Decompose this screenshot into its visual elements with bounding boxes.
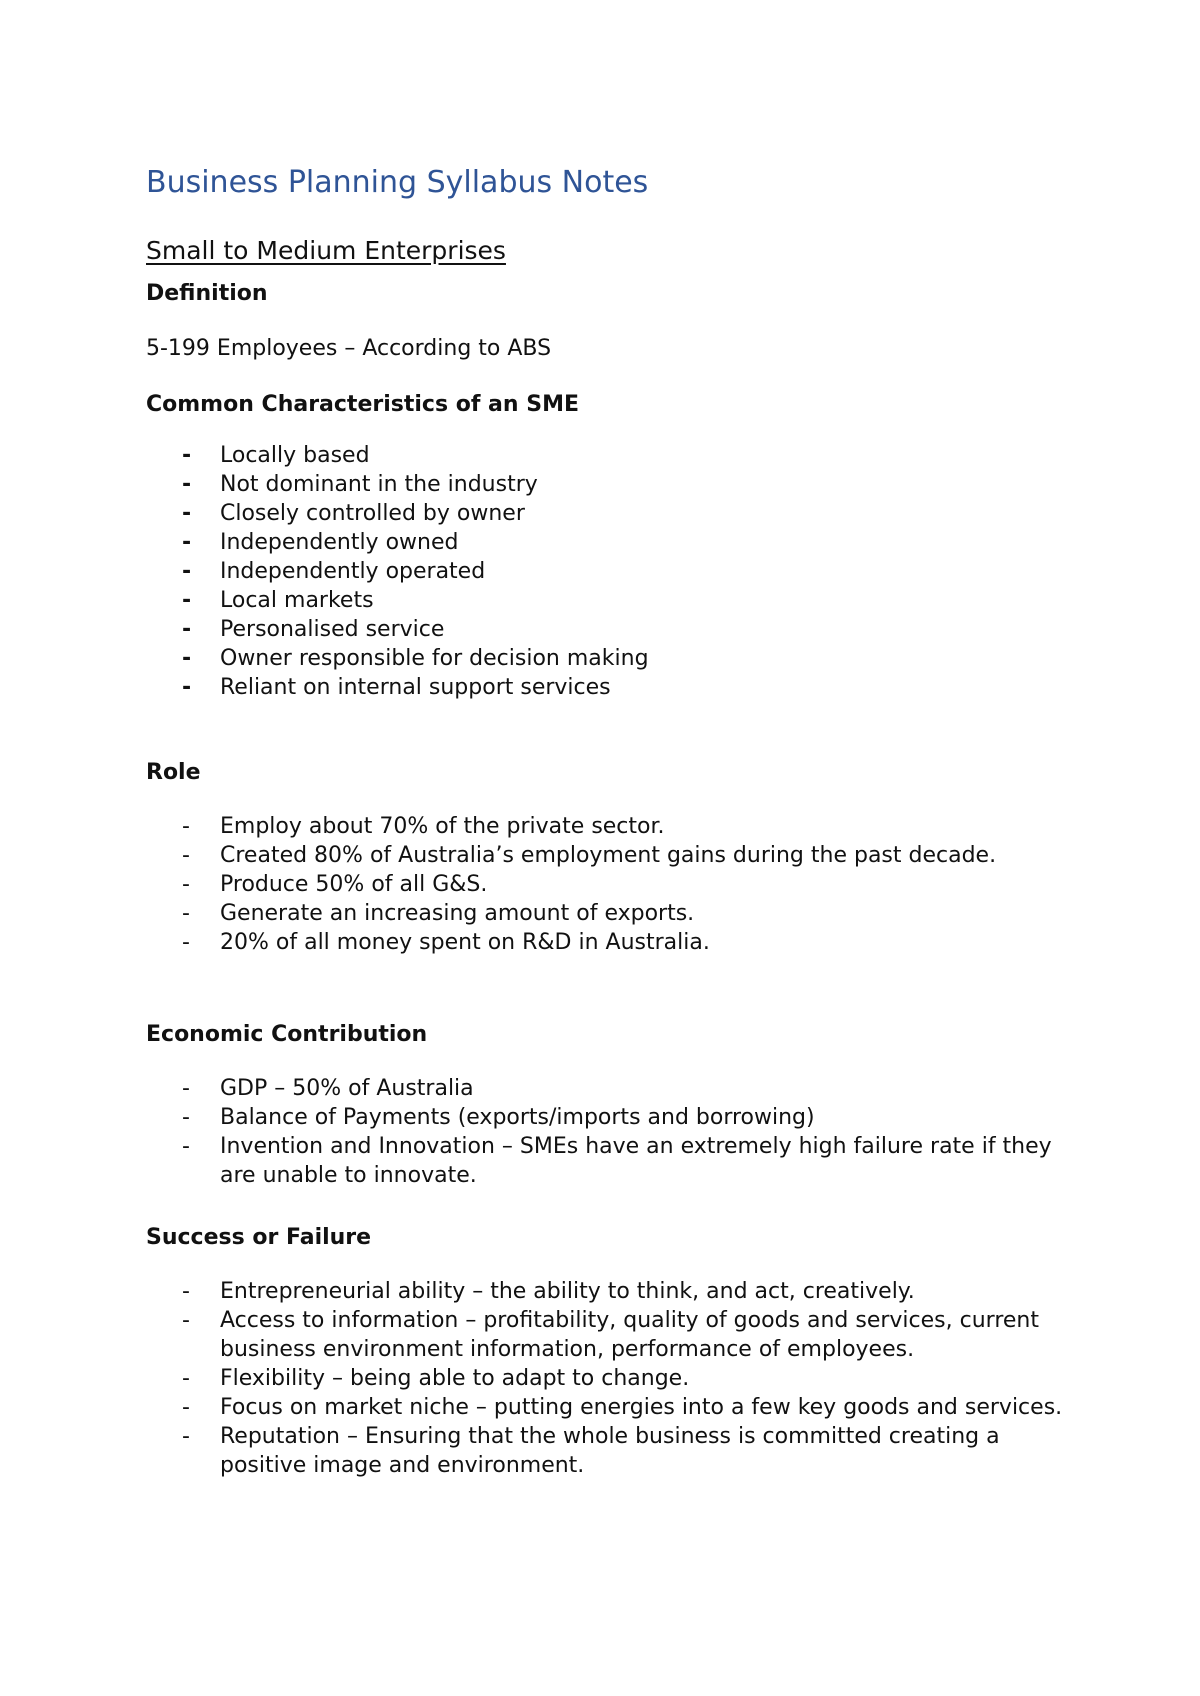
page-title: Business Planning Syllabus Notes bbox=[146, 165, 649, 200]
bullet-dash: - bbox=[182, 814, 190, 839]
list-item bbox=[146, 1306, 1076, 1364]
list-item bbox=[146, 586, 1076, 615]
bullet-dash: - bbox=[182, 1308, 190, 1333]
bullet-dash: - bbox=[182, 1134, 190, 1159]
list-item-text: Independently operated bbox=[220, 559, 486, 584]
list-item bbox=[146, 841, 1076, 870]
bullet-dash: - bbox=[182, 530, 192, 555]
bullet-dash: - bbox=[182, 1424, 190, 1449]
role-heading: Role bbox=[146, 760, 201, 785]
list-item-text: Generate an increasing amount of exports. bbox=[220, 901, 695, 926]
list-item bbox=[146, 870, 1076, 899]
bullet-dash: - bbox=[182, 1279, 190, 1304]
list-item-text: Employ about 70% of the private sector. bbox=[220, 814, 665, 839]
economic-heading: Economic Contribution bbox=[146, 1022, 428, 1047]
definition-text: 5-199 Employees – According to ABS bbox=[146, 336, 552, 361]
list-item-text: Focus on market niche – putting energies into a few key goods and services. bbox=[220, 1395, 1063, 1420]
list-item bbox=[146, 499, 1076, 528]
role-list bbox=[146, 812, 1076, 957]
list-item-text: Reputation – Ensuring that the whole business is committed creating a positive image and environment. bbox=[220, 1424, 1000, 1478]
bullet-dash: - bbox=[182, 872, 190, 897]
list-item bbox=[146, 1132, 1076, 1190]
list-item bbox=[146, 615, 1076, 644]
list-item-text: 20% of all money spent on R&D in Australia. bbox=[220, 930, 710, 955]
list-item-text: Reliant on internal support services bbox=[220, 675, 611, 700]
list-item-text: Not dominant in the industry bbox=[220, 472, 538, 497]
list-item bbox=[146, 528, 1076, 557]
bullet-dash: - bbox=[182, 443, 192, 468]
list-item-text: Access to information – profitability, quality of goods and services, current business environment information, performance of employees. bbox=[220, 1308, 1039, 1362]
list-item bbox=[146, 644, 1076, 673]
bullet-dash: - bbox=[182, 1105, 190, 1130]
bullet-dash: - bbox=[182, 901, 190, 926]
characteristics-heading: Common Characteristics of an SME bbox=[146, 392, 579, 417]
list-item-text: Closely controlled by owner bbox=[220, 501, 525, 526]
section-title: Small to Medium Enterprises bbox=[146, 236, 506, 265]
success-heading: Success or Failure bbox=[146, 1225, 372, 1250]
list-item bbox=[146, 1277, 1076, 1306]
success-list bbox=[146, 1277, 1076, 1480]
bullet-dash: - bbox=[182, 1395, 190, 1420]
bullet-dash: - bbox=[182, 646, 192, 671]
list-item bbox=[146, 899, 1076, 928]
list-item-text: Personalised service bbox=[220, 617, 445, 642]
list-item-text: Local markets bbox=[220, 588, 374, 613]
list-item bbox=[146, 470, 1076, 499]
list-item-text: Owner responsible for decision making bbox=[220, 646, 649, 671]
list-item-text: Created 80% of Australia’s employment gains during the past decade. bbox=[220, 843, 997, 868]
list-item bbox=[146, 812, 1076, 841]
list-item bbox=[146, 1103, 1076, 1132]
list-item-text: Produce 50% of all G&S. bbox=[220, 872, 488, 897]
list-item bbox=[146, 557, 1076, 586]
bullet-dash: - bbox=[182, 559, 192, 584]
list-item bbox=[146, 1393, 1076, 1422]
list-item-text: Locally based bbox=[220, 443, 370, 468]
characteristics-list bbox=[146, 441, 1076, 702]
bullet-dash: - bbox=[182, 472, 192, 497]
bullet-dash: - bbox=[182, 843, 190, 868]
bullet-dash: - bbox=[182, 675, 192, 700]
bullet-dash: - bbox=[182, 1366, 190, 1391]
list-item bbox=[146, 441, 1076, 470]
economic-list bbox=[146, 1074, 1076, 1190]
list-item bbox=[146, 1422, 1076, 1480]
list-item-text: Independently owned bbox=[220, 530, 459, 555]
bullet-dash: - bbox=[182, 617, 192, 642]
list-item-text: Invention and Innovation – SMEs have an extremely high failure rate if they are unable to innovate. bbox=[220, 1134, 1052, 1188]
bullet-dash: - bbox=[182, 930, 190, 955]
bullet-dash: - bbox=[182, 1076, 190, 1101]
list-item-text: Flexibility – being able to adapt to change. bbox=[220, 1366, 690, 1391]
list-item bbox=[146, 928, 1076, 957]
list-item-text: GDP – 50% of Australia bbox=[220, 1076, 474, 1101]
list-item-text: Balance of Payments (exports/imports and borrowing) bbox=[220, 1105, 815, 1130]
list-item bbox=[146, 1074, 1076, 1103]
bullet-dash: - bbox=[182, 588, 192, 613]
definition-heading: Definition bbox=[146, 281, 268, 306]
list-item-text: Entrepreneurial ability – the ability to think, and act, creatively. bbox=[220, 1279, 915, 1304]
list-item bbox=[146, 1364, 1076, 1393]
bullet-dash: - bbox=[182, 501, 192, 526]
list-item bbox=[146, 673, 1076, 702]
